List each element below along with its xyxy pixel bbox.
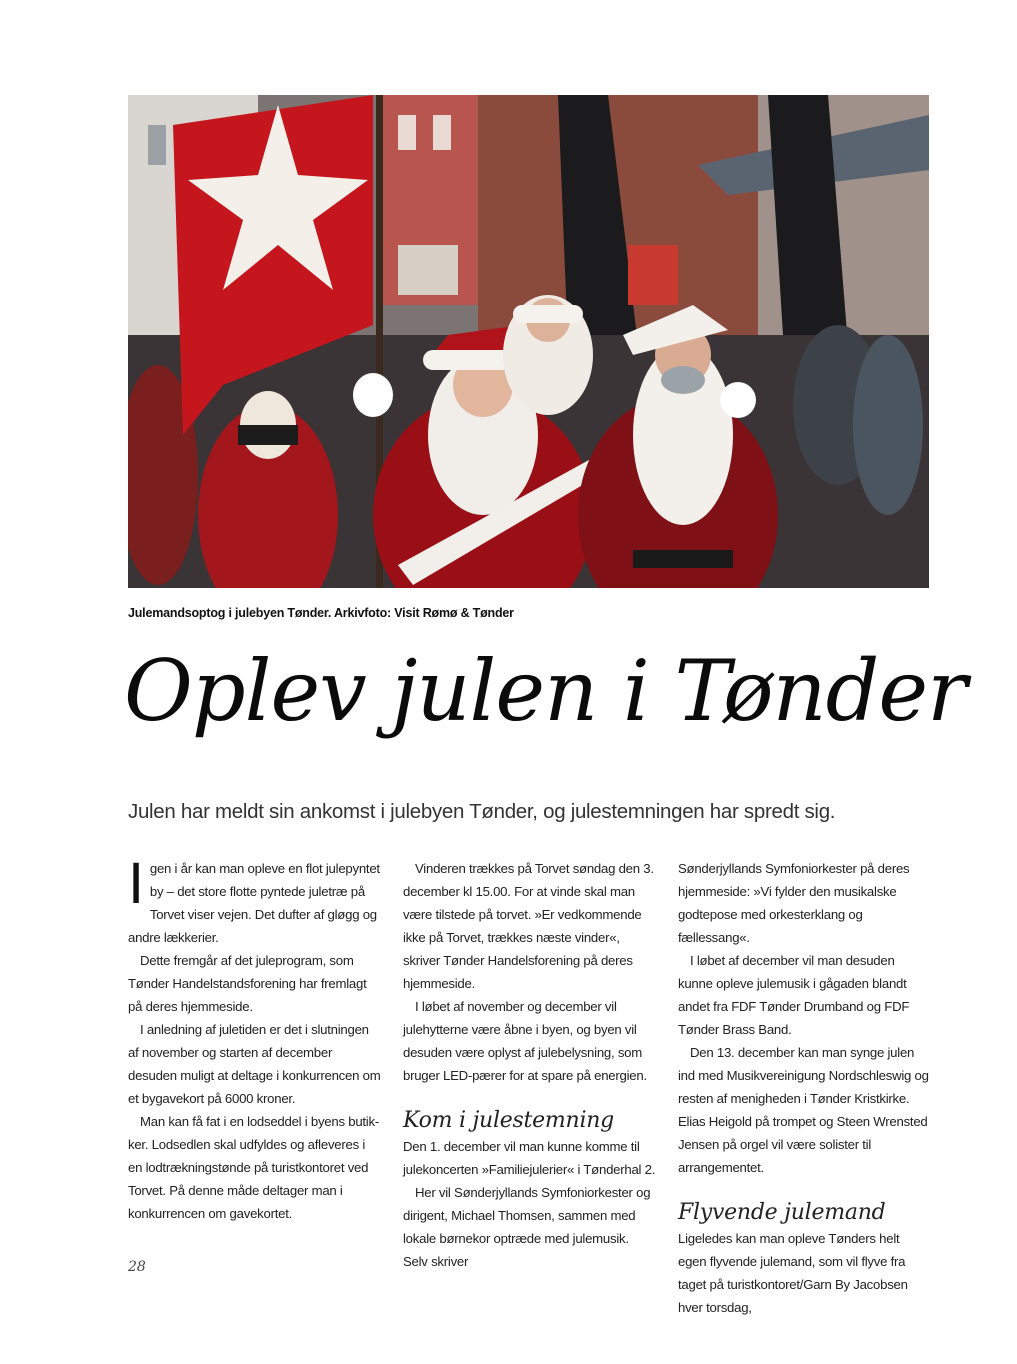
paragraph: I løbet af december vil man desuden kunne opleve julemusik i gågaden blandt andet fra FDF Tønder Drumband og FDF Tønder Brass Band.: [678, 953, 910, 1037]
hero-photo: [128, 95, 929, 588]
subheading: Flyvende julemand: [678, 1200, 886, 1225]
paragraph: Ligeledes kan man opleve Tønders helt egen flyvende julemand, som vil flyve fra taget på turistkontoret/Garn By Jacobsen hver torsdag,: [678, 1231, 908, 1315]
photo-caption: Julemandsoptog i julebyen Tønder. Arkivfoto: Visit Rømø & Tønder: [128, 606, 514, 620]
paragraph: Dette fremgår af det juleprogram, som Tønder Handelstandsforening har fremlagt på deres hjemmeside.: [128, 953, 367, 1014]
santa-parade-illustration: [128, 95, 929, 588]
page-number: 28: [128, 1259, 146, 1275]
paragraph: Den 13. december kan man synge julen ind med Musikvereinigung Nordschleswig og resten af menigheden i Tønder Kristkirke. Elias Heigold på trompet og Steen Wrensted Jensen på orgel vil være solister til arrangementet.: [678, 1045, 929, 1175]
paragraph: Sønderjyllands Symfoniorkester på deres hjemmeside: »Vi fylder den musikalske godtepose med orkesterklang og fællessang«.: [678, 861, 910, 945]
column-1: [128, 851, 381, 1319]
column-2: [403, 857, 656, 1319]
article-lead: Julen har meldt sin ankomst i julebyen Tønder, og julestemningen har spredt sig.: [128, 800, 836, 823]
article-headline: Oplev julen i Tønder: [124, 642, 967, 740]
article-body: [128, 851, 932, 1319]
paragraph: Her vil Sønderjyllands Symfoniorkester og dirigent, Michael Thomsen, sammen med lokale børnekor optræde med julemusik. Selv skriver: [403, 1185, 651, 1269]
paragraph: Man kan få fat i en lodseddel i byens butikker. Lodsedlen skal udfyldes og afleveres i en lodtrækningstønde på turistkontoret ved Torvet. På denne måde deltager man i konkurrencen om gavekortet.: [128, 1114, 380, 1221]
column-3: [678, 857, 931, 1319]
paragraph: I anledning af juletiden er det i slutningen af november og starten af december desuden muligt at deltage i konkurrencen om et bygavekort på 6000 kroner.: [128, 1022, 381, 1106]
paragraph: Vinderen trækkes på Torvet søndag den 3. december kl 15.00. For at vinde skal man være tilstede på torvet. »Er vedkommende ikke på Torvet, trækkes næste vinder«, skriver Tønder Handelsforening på deres hjemmeside.: [403, 861, 654, 991]
paragraph: I løbet af november og december vil julehytterne være åbne i byen, og byen vil desuden være oplyst af julebelysning, som bruger LED-pærer for at spare på energien.: [403, 999, 647, 1083]
drop-cap: I: [128, 851, 144, 916]
subheading: Kom i julestemning: [403, 1108, 614, 1133]
paragraph: Igen i år kan man opleve en flot julepyntet by – det store flotte pyntede juletræ på Torvet viser vejen. Det dufter af gløgg og andre lækkerier.: [128, 851, 380, 945]
paragraph: Den 1. december vil man kunne komme til julekoncerten »Familiejulerier« i Tønderhal 2.: [403, 1139, 656, 1177]
